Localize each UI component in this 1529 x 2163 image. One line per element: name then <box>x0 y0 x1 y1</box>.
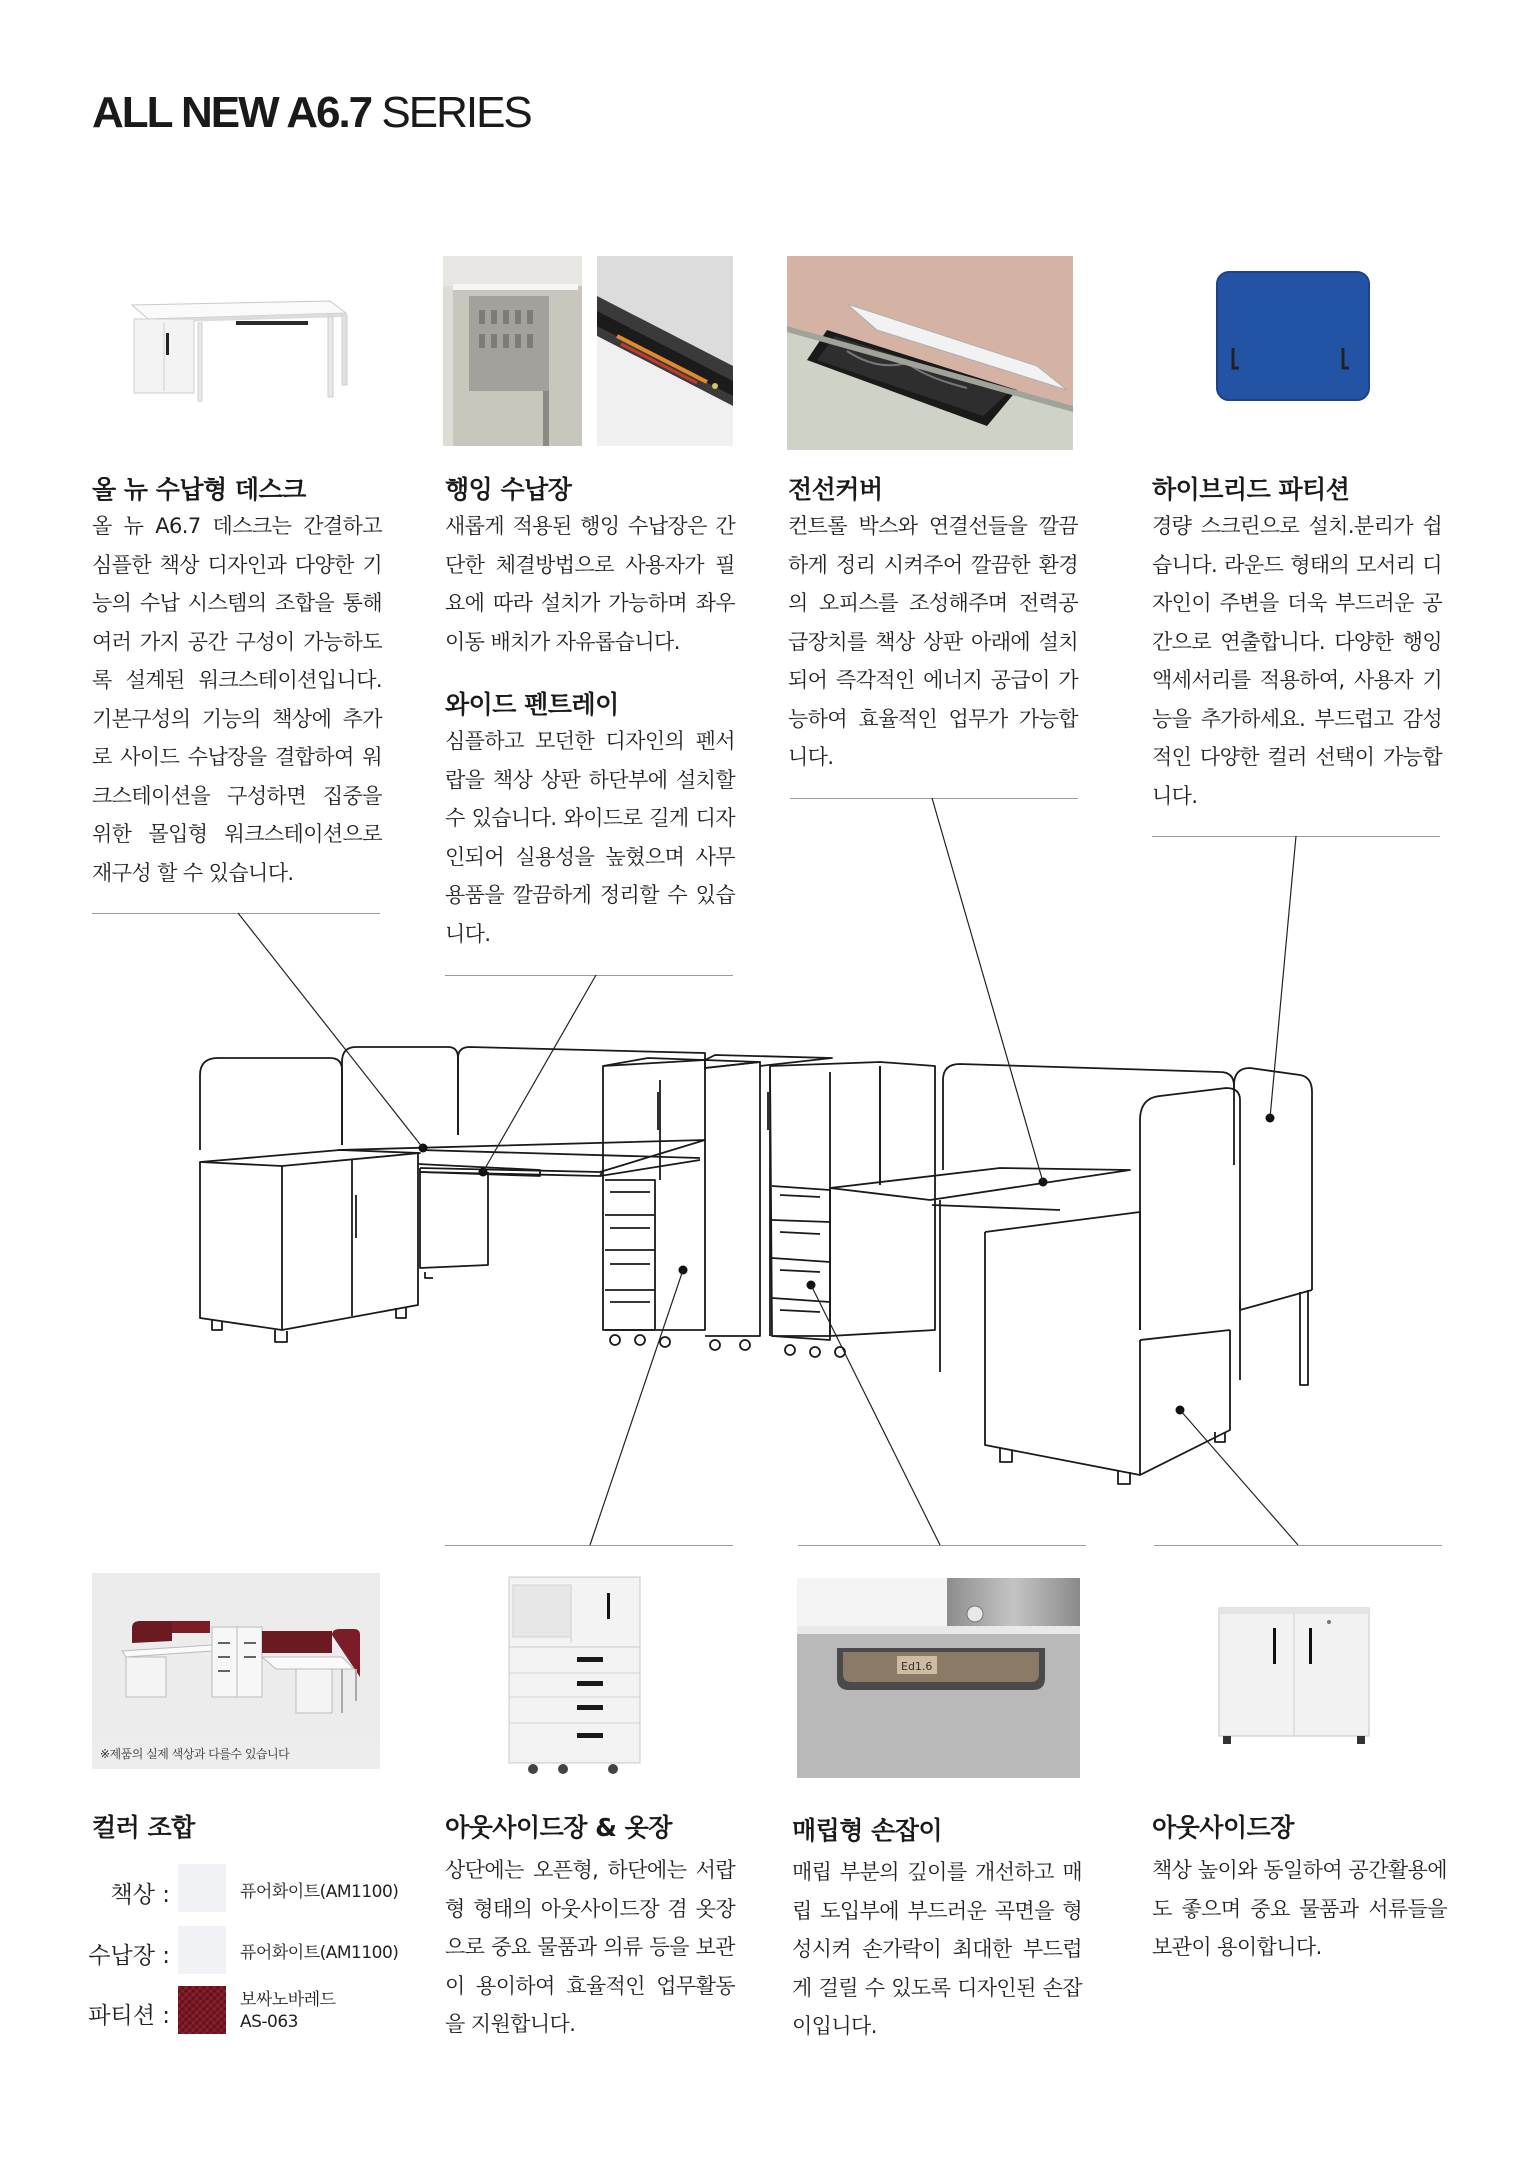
cable-body: 컨트롤 박스와 연결선들을 깔끔하게 정리 시켜주어 깔끔한 환경의 오피스를 조성해주며 전력공급장치를 책상 상판 아래에 설치되어 즉각적인 에너지 공급이 가능하여 효율적인 업무가 가능합니다. <box>788 514 1078 769</box>
color-desk-name: 퓨어화이트(AM1100) <box>240 1882 399 1902</box>
handle-body: 매립 부분의 깊이를 개선하고 매립 도입부에 부드러운 곡면을 형성시켜 손가락이 최대한 부드럽게 걸릴 수 있도록 디자인된 손잡이입니다. <box>792 1860 1082 2038</box>
partition-body: 경량 스크린으로 설치.분리가 쉽습니다. 라운드 형태의 모서리 디자인이 주변을 더욱 부드러운 공간으로 연출합니다. 다양한 행잉 액세서리를 적용하여, 사용자 기능을 추가하세요. 부드럽고 감성적인 다양한 컬러 선택이 가능합니다. <box>1152 514 1442 808</box>
callout-lines <box>238 798 1298 1545</box>
title-bold: ALL NEW A6.7 <box>92 88 372 137</box>
color-combination-photo <box>92 1573 380 1769</box>
color-heading: 컬러 조합 <box>92 1813 195 1842</box>
outside-body: 책상 높이와 동일하여 공간활용에도 좋으며 중요 물품과 서류들을 보관이 용이합니다. <box>1152 1858 1447 1959</box>
color-partition-name-1: 보싸노바레드 <box>240 1990 336 2010</box>
desk-heading: 올 뉴 수납형 데스크 <box>92 475 306 504</box>
handle-rule <box>798 1545 1086 1546</box>
handle-heading: 매립형 손잡이 <box>792 1816 943 1845</box>
wardrobe-photo <box>503 1573 646 1777</box>
color-partition-name <box>240 1989 336 2033</box>
wardrobe-rule <box>445 1545 733 1546</box>
color-partition-swatch <box>178 1986 226 2034</box>
wardrobe-body: 상단에는 오픈형, 하단에는 서랍형 형태의 아웃사이드장 겸 옷장으로 중요 물품과 의류 등을 보관이 용이하여 효율적인 업무활동을 지원합니다. <box>445 1858 735 2036</box>
partition-heading: 하이브리드 파티션 <box>1152 475 1350 504</box>
cable-heading: 전선커버 <box>788 475 883 504</box>
handle-photo <box>797 1578 1080 1778</box>
handle-photo-label: Ed1.6 <box>901 1660 933 1673</box>
wardrobe-heading: 아웃사이드장 & 옷장 <box>445 1813 672 1842</box>
color-partition-name-2: AS-063 <box>240 2012 299 2032</box>
color-storage-name: 퓨어화이트(AM1100) <box>240 1943 399 1963</box>
color-partition-label: 파티션 : <box>88 2003 170 2029</box>
hanging-heading: 행잉 수납장 <box>445 475 572 504</box>
pentray-heading: 와이드 펜트레이 <box>445 690 619 719</box>
color-desk-swatch <box>178 1864 226 1912</box>
outside-cabinet-photo <box>1213 1602 1375 1752</box>
outside-heading: 아웃사이드장 <box>1152 1813 1294 1842</box>
color-desk-label: 책상 : <box>110 1882 170 1908</box>
desk-body: 올 뉴 A6.7 데스크는 간결하고 심플한 책상 디자인과 다양한 기능의 수납 시스템의 조합을 통해 여러 가지 공간 구성이 가능하도록 설계된 워크스테이션입니다. 기본구성의 기능의 책상에 추가로 사이드 수납장을 결합하여 워크스테이션을 구성하면 집중을 위한 몰입형 워크스테이션으로 재구성 할 수 있습니다. <box>92 514 382 885</box>
color-storage-label: 수납장 : <box>88 1943 170 1969</box>
callout-dots <box>419 1114 1275 1415</box>
color-storage-swatch <box>178 1926 226 1974</box>
title-light: SERIES <box>381 88 531 137</box>
pentray-body: 심플하고 모던한 디자인의 펜서랍을 책상 상판 하단부에 설치할 수 있습니다. 와이드로 길게 디자인되어 실용성을 높혔으며 사무용품을 깔끔하게 정리할 수 있습니다. <box>445 729 735 946</box>
outside-rule <box>1154 1545 1442 1546</box>
hanging-body: 새롭게 적용된 행잉 수납장은 간단한 체결방법으로 사용자가 필요에 따라 설치가 가능하며 좌우 이동 배치가 자유롭습니다. <box>445 514 735 654</box>
color-note: ※제품의 실제 색상과 다를수 있습니다 <box>100 1747 290 1761</box>
